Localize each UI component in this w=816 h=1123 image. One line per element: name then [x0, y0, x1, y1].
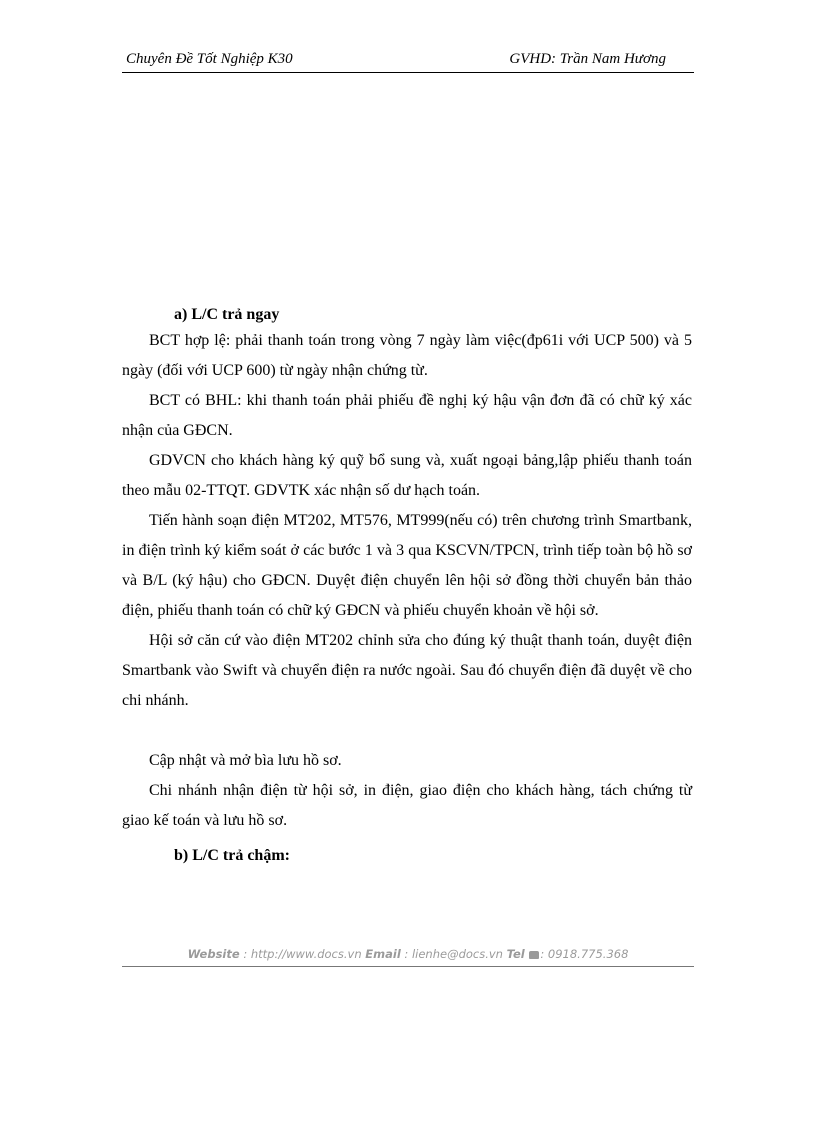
page-header [122, 50, 694, 73]
paragraph-5: Hội sở căn cứ vào điện MT202 chỉnh sửa cho đúng ký thuật thanh toán, duyệt điện Smartbank vào Swift và chuyển điện ra nước ngoài. Sau đó chuyển điện đã duyệt về cho chi nhánh. [122, 632, 692, 709]
paragraph-1: BCT hợp lệ: phải thanh toán trong vòng 7 ngày làm việc(đp61i với UCP 500) và 5 ngày (đối với UCP 600) từ ngày nhận chứng từ. [122, 332, 692, 379]
footer-website-label: Website [187, 947, 240, 961]
paragraph-4: Tiến hành soạn điện MT202, MT576, MT999(nếu có) trên chương trình Smartbank, in điện trình ký kiểm soát ở các bước 1 và 3 qua KSCVN/TPCN, trình tiếp toàn bộ hồ sơ và B/L (ký hậu) cho GĐCN. Duyệt điện chuyển lên hội sở đồng thời chuyển bản thảo điện, phiếu thanh toán có chữ ký GĐCN và phiếu chuyển khoản về hội sở. [122, 512, 692, 619]
paragraph-6: Cập nhật và mở bìa lưu hồ sơ. [149, 752, 342, 769]
footer-email-label: Email [365, 947, 401, 961]
paragraph-3: GDVCN cho khách hàng ký quỹ bổ sung và, xuất ngoại bảng,lập phiếu thanh toán theo mẫu 02-TTQT. GDVTK xác nhận số dư hạch toán. [122, 452, 692, 499]
paragraph-2: BCT có BHL: khi thanh toán phải phiếu đề nghị ký hậu vận đơn đã có chữ ký xác nhận của GĐCN. [122, 392, 692, 439]
footer-tel-value: : 0918.775.368 [540, 947, 629, 961]
paragraph-7: Chi nhánh nhận điện từ hội sở, in điện, giao điện cho khách hàng, tách chứng từ giao kế toán và lưu hồ sơ. [122, 782, 692, 829]
footer-tel-label: Tel [506, 947, 525, 961]
section-b-heading: b) L/C trả chậm: [174, 847, 290, 864]
phone-icon [529, 951, 539, 959]
page-footer [122, 947, 694, 967]
header-supervisor: GVHD: Trần Nam Hương [509, 51, 666, 67]
footer-email-value: : lienhe@docs.vn [400, 947, 507, 961]
section-a-heading: a) L/C trả ngay [174, 306, 280, 323]
footer-website-value: : http://www.docs.vn [239, 947, 366, 961]
header-document-title: Chuyên Đề Tốt Nghiệp K30 [126, 51, 293, 67]
